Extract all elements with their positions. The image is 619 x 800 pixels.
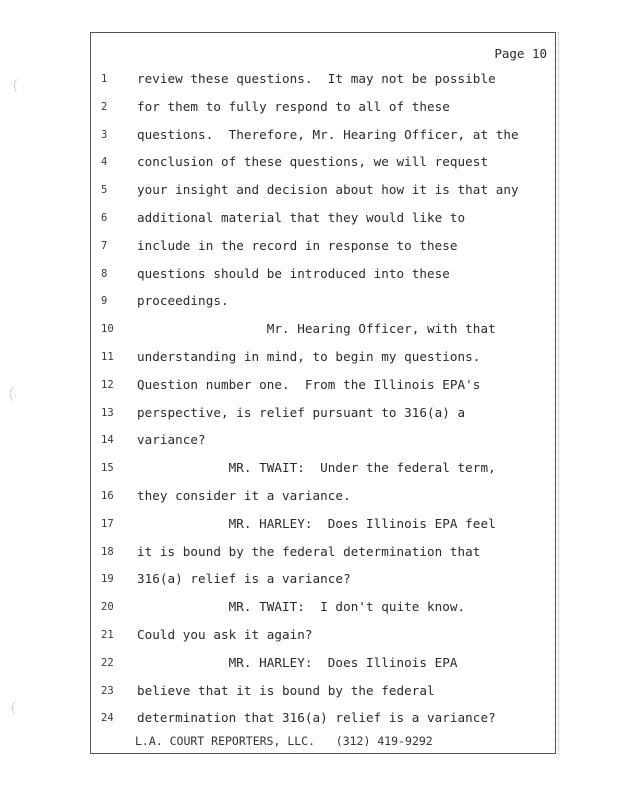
line-text: MR. HARLEY: Does Illinois EPA feel [137,515,496,531]
line-number: 22 [101,656,114,669]
line-number: 15 [101,462,114,475]
transcript-line [91,573,555,601]
line-number: 18 [101,545,114,558]
line-number: 2 [101,100,108,113]
scan-edge-noise [554,32,559,754]
line-text: proceedings. [137,293,229,309]
line-text: questions should be introduced into these [137,265,450,281]
transcript-line [91,184,555,212]
page-number: Page 10 [494,46,547,61]
transcript-line [91,98,555,129]
line-text: Could you ask it again? [137,626,313,642]
line-text: for them to fully respond to all of these [137,98,450,114]
line-number: 10 [101,323,114,336]
transcript-line [91,209,555,240]
line-text: understanding in mind, to begin my questions. [137,348,481,364]
line-text: MR. TWAIT: Under the federal term, [137,460,496,476]
transcript-line [91,515,555,546]
transcript-line [91,265,555,296]
line-text: they consider it a variance. [137,487,351,503]
transcript-line [91,682,555,713]
transcript-line [91,237,555,268]
transcript-line [91,348,555,379]
court-reporter-footer: L.A. COURT REPORTERS, LLC. (312) 419-9292 [135,734,433,748]
transcript-page [90,32,556,754]
line-number: 1 [101,73,108,85]
line-text: conclusion of these questions, we will request [137,154,489,170]
line-text: Mr. Hearing Officer, with that [137,321,496,337]
line-text: your insight and decision about how it is that any [137,182,519,198]
line-number: 19 [101,573,114,586]
transcript-line [91,295,555,323]
line-text: MR. HARLEY: Does Illinois EPA [137,654,458,670]
line-number: 23 [101,684,114,697]
transcript-line [91,404,555,435]
punch-hole-mark [10,386,21,402]
line-number: 7 [101,239,108,252]
line-text: perspective, is relief pursuant to 316(a) a [137,404,466,420]
line-text: review these questions. It may not be possible [137,71,496,86]
line-number: 21 [101,628,114,641]
line-number: 3 [101,128,108,141]
line-text: include in the record in response to these [137,237,458,253]
line-text: believe that it is bound by the federal [137,682,435,698]
line-number: 11 [101,350,114,363]
line-number: 12 [101,378,114,391]
line-number: 13 [101,406,114,419]
transcript-lines [91,73,555,740]
line-text: additional material that they would like to [137,209,466,225]
line-number: 5 [101,184,108,197]
line-text: 316(a) relief is a variance? [137,571,351,587]
transcript-line [91,462,555,490]
line-number: 17 [101,517,114,530]
line-text: determination that 316(a) relief is a variance? [137,710,496,726]
transcript-line [91,654,555,685]
line-number: 20 [101,601,114,614]
line-number: 24 [101,712,114,725]
punch-hole-mark [14,78,25,94]
punch-hole-mark [12,700,23,716]
line-number: 14 [101,434,114,447]
line-number: 6 [101,211,108,224]
line-number: 8 [101,267,108,280]
transcript-line [91,487,555,518]
transcript-line [91,601,555,629]
line-number: 16 [101,489,114,502]
transcript-line [91,543,555,574]
transcript-line [91,434,555,462]
transcript-line [91,126,555,157]
transcript-line [91,156,555,184]
line-text: it is bound by the federal determination that [137,543,481,559]
line-text: MR. TWAIT: I don't quite know. [137,599,466,615]
transcript-line [91,626,555,657]
line-text: variance? [137,432,206,448]
line-text: questions. Therefore, Mr. Hearing Officer, at the [137,126,519,142]
line-number: 9 [101,295,108,308]
line-number: 4 [101,156,108,169]
transcript-line [91,376,555,407]
transcript-line [91,73,555,101]
line-text: Question number one. From the Illinois EPA's [137,376,481,392]
transcript-line [91,323,555,351]
